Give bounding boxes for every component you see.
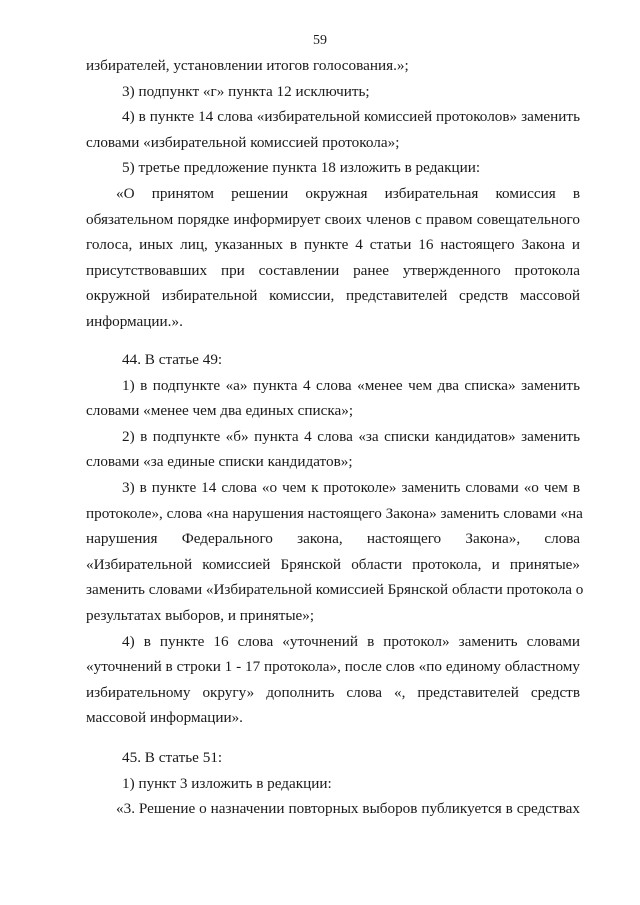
text-line: избирательному округу» дополнить слова «, представителей средств xyxy=(86,683,580,701)
text-section-1 xyxy=(86,53,580,335)
text-line: результатах выборов, и принятые»; xyxy=(86,606,315,624)
text-line: информации.». xyxy=(86,312,183,330)
text-line: избирателей, установлении итогов голосования.»; xyxy=(86,57,409,74)
text-line: «3. Решение о назначении повторных выборов публикуется в средствах xyxy=(116,800,580,818)
text-line: словами «избирательной комиссией протокола»; xyxy=(86,133,400,151)
text-section-article-44 xyxy=(86,347,584,731)
text-line: «уточнений в строки 1 - 17 протокола», после слов «по единому областному xyxy=(86,658,580,676)
section-heading: 44. В статье 49: xyxy=(122,351,223,368)
text-section-article-45 xyxy=(86,745,580,822)
text-line: 2) в подпункте «б» пункта 4 слова «за списки кандидатов» заменить xyxy=(122,427,580,445)
section-heading: 45. В статье 51: xyxy=(122,749,223,766)
text-line: словами «менее чем два единых списка»; xyxy=(86,402,354,420)
text-line: протоколе», слова «на нарушения настоящего Закона» заменить словами «на xyxy=(86,504,583,522)
text-line: заменить словами «Избирательной комиссией Брянской области протокола о xyxy=(86,581,584,599)
text-line: присутствовавших при составлении ранее утвержденного протокола xyxy=(86,261,580,279)
text-line: голоса, иных лиц, указанных в пункте 4 статьи 16 настоящего Закона и xyxy=(86,236,580,254)
text-line: 1) пункт 3 изложить в редакции: xyxy=(122,774,332,792)
text-line: обязательном порядке информирует своих членов с правом совещательного xyxy=(86,210,580,228)
page-number: 59 xyxy=(313,33,327,48)
text-line: окружной избирательной комиссии, представителей средств массовой xyxy=(86,287,580,305)
text-line: 1) в подпункте «а» пункта 4 слова «менее чем два списка» заменить xyxy=(122,376,580,394)
text-line: словами «за единые списки кандидатов»; xyxy=(86,453,353,471)
text-line: 3) подпункт «г» пункта 12 исключить; xyxy=(122,82,370,100)
text-line: «О принятом решении окружная избирательная комиссия в xyxy=(116,184,580,202)
text-line: «Избирательной комиссией Брянской области протокола, и принятые» xyxy=(86,555,580,573)
text-line: 3) в пункте 14 слова «о чем к протоколе» заменить словами «о чем в xyxy=(122,478,580,496)
text-line: 4) в пункте 16 слова «уточнений в протокол» заменить словами xyxy=(122,632,580,650)
text-line: нарушения Федерального закона, настоящего Закона», слова xyxy=(86,530,580,548)
text-line: 5) третье предложение пункта 18 изложить в редакции: xyxy=(122,159,481,177)
text-line: массовой информации». xyxy=(86,709,243,727)
text-line: 4) в пункте 14 слова «избирательной комиссией протоколов» заменить xyxy=(122,108,580,126)
